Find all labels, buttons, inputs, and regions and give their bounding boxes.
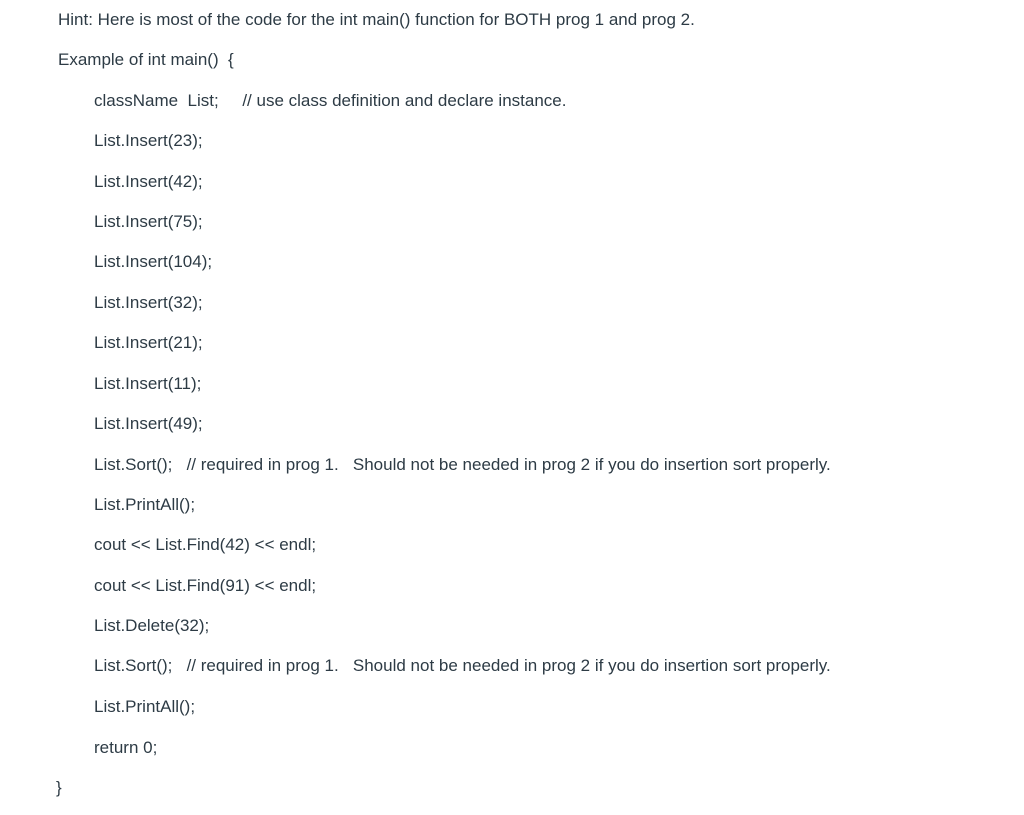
- code-line-delete-32: List.Delete(32);: [94, 616, 210, 635]
- closing-brace: }: [56, 778, 62, 797]
- code-line-insert-11: List.Insert(11);: [94, 374, 202, 393]
- code-line-insert-42: List.Insert(42);: [94, 172, 203, 191]
- hint-text: Hint: Here is most of the code for the int main() function for BOTH prog 1 and prog 2.: [58, 10, 695, 29]
- example-header: Example of int main() {: [58, 50, 234, 69]
- code-line-sort-second: List.Sort(); // required in prog 1. Should not be needed in prog 2 if you do insertion sort properly.: [94, 656, 831, 675]
- code-line-find-42: cout << List.Find(42) << endl;: [94, 535, 317, 554]
- code-line-insert-23: List.Insert(23);: [94, 131, 203, 150]
- code-line-insert-75: List.Insert(75);: [94, 212, 203, 231]
- code-line-printall-second: List.PrintAll();: [94, 697, 196, 716]
- code-line-return: return 0;: [94, 738, 158, 757]
- code-line-insert-49: List.Insert(49);: [94, 414, 203, 433]
- code-line-sort: List.Sort(); // required in prog 1. Should not be needed in prog 2 if you do insertion sort properly.: [94, 455, 831, 474]
- code-line-insert-104: List.Insert(104);: [94, 252, 213, 271]
- code-line-insert-21: List.Insert(21);: [94, 333, 203, 352]
- code-line-find-91: cout << List.Find(91) << endl;: [94, 576, 317, 595]
- code-line-printall: List.PrintAll();: [94, 495, 196, 514]
- code-line-declare: className List; // use class definition and declare instance.: [94, 91, 567, 110]
- code-line-insert-32: List.Insert(32);: [94, 293, 203, 312]
